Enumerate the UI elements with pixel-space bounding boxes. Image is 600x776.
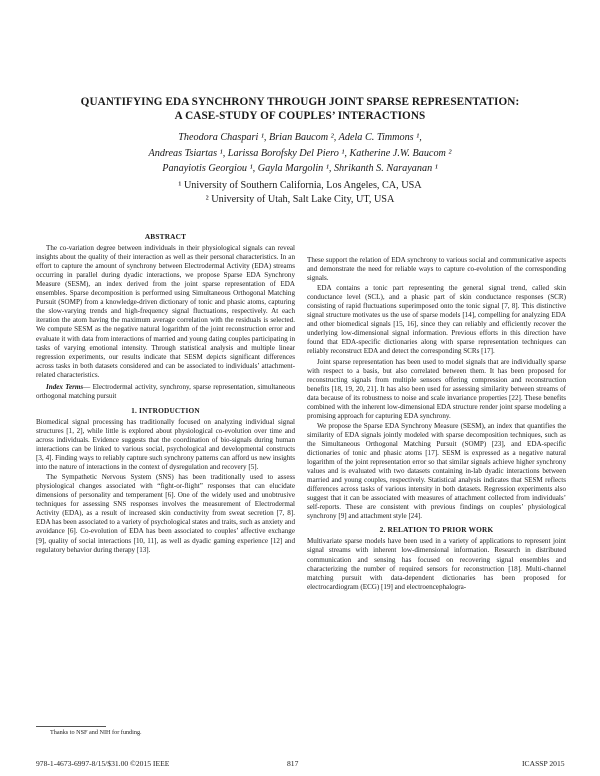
body-paragraph: These support the relation of EDA synchrony to various social and communicative aspects and demonstrate the need for reliable ways to capture co-evolution of the corresponding signals. <box>307 256 566 283</box>
author-line: Andreas Tsiartas ¹, Larissa Borofsky Del Piero ¹, Katherine J.W. Baucom ² <box>148 147 452 159</box>
affiliations <box>40 179 560 207</box>
intro-heading: 1. INTRODUCTION <box>131 405 200 415</box>
title-line: A CASE-STUDY OF COUPLES’ INTERACTIONS <box>174 110 426 122</box>
title-line: QUANTIFYING EDA SYNCHRONY THROUGH JOINT SPARSE REPRESENTATION: <box>80 96 520 108</box>
paper-title <box>40 95 560 123</box>
footnote-rule <box>36 726 106 727</box>
index-terms-text: Electrodermal activity, synchrony, sparse representation, simultaneous orthogonal matching pursuit <box>36 382 295 400</box>
index-terms-label: Index Terms <box>46 382 84 391</box>
index-terms-dash: — <box>83 382 93 391</box>
body-paragraph: Joint sparse representation has been used to model signals that are individually sparse with respect to a basis, but also correlated between them. It has been proposed for reconstructing signals from multiple sensors offering compression and reconstruction benefits [18, 19, 20, 21]. It has also been used for assessing similarity between streams of data because of its robustness to noise and scale invariance properties [22]. These benefits combined with the inherent low-dimensional EDA structure render joint sparse modeling a promising approach for capturing EDA synchrony. <box>307 357 566 420</box>
body-paragraph: We propose the Sparse EDA Synchrony Measure (SESM), an index that quantifies the similarity of EDA signals jointly modeled with sparse decomposition techniques, such as the Simultaneous Orthogonal Matching Pursuit (SOMP) [23], and EDA-specific dictionaries of tonic and phasic atoms [17]. SESM is expressed as a negative natural logarithm of the joint representation error so that similar signals achieve higher synchrony values and is evaluated with two datasets containing in-lab dyadic interactions between married and young couples, respectively. Statistical analysis indicates that SESM reflects differences across tasks of various intensity in both datasets. Regression experiments also suggest that it can be associated with measures of attachment collected from individuals’ self-reports. These are consistent with previous findings on couples’ physiological synchrony [9] and attachment style [24]. <box>307 421 566 521</box>
intro-paragraph: Biomedical signal processing has traditionally focused on analyzing individual signal structures [1, 2], while little is explored about physiological co-evolution over time and across individuals. Evidence suggests that the coordination of bio-signals during human interactions can be linked to various social, psychological and developmental constructs [3, 4]. Finding ways to reliably capture such synchrony patterns can afford us new insights into the nature of interactions in the context of dysregulation and recovery [5]. <box>36 417 295 472</box>
affiliation-line: ² University of Utah, Salt Lake City, UT, USA <box>205 194 395 205</box>
index-terms <box>36 383 295 401</box>
prior-work-paragraph: Multivariate sparse models have been used in a variety of applications to represent joint signal streams with inherent low-dimensional information. Research in distributed communication and sensing has focused on recovering signal ensembles and characterizing the number of required sensors for reconstruction [18]. Multi-channel matching pursuit with data-dependent dictionaries has been proposed for electrocardiogram (ECG) [19] and electroencephalogra- <box>307 537 566 591</box>
author-list <box>40 130 560 177</box>
left-column <box>36 230 295 556</box>
funding-footnote: Thanks to NSF and NIH for funding. <box>50 729 142 736</box>
abstract-text: The co-variation degree between individuals in their physiological signals can reveal insights about the quality of their interaction as well as their personal characteristics. In an effort to capture the amount of synchrony between Electrodermal Activity (EDA) streams occurring in parallel during dyadic interactions, we propose Sparse EDA Synchrony Measure (SESM), an index derived from the joint sparse representation of EDA ensembles. Sparse decomposition is performed using Simultaneous Orthogonal Matching Pursuit (SOMP) from a knowledge-driven dictionary of tonic and phasic atoms, capturing the slow-varying trends and high-frequency signal fluctuations, respectively. At each iteration the atom having the maximum average correlation with the residuals is selected. We compute SESM as the negative natural logarithm of the joint reconstruction error and evaluate it with data from interactions of married and young dating couples participating in tasks of varying emotional intensity. Through statistical analysis and multiple linear regression experiments, our results indicate that SESM depicts significant differences across tasks in both datasets considered and can be associated to individuals’ attachment-related characteristics. <box>36 244 295 379</box>
intro-paragraph: The Sympathetic Nervous System (SNS) has been traditionally used to assess physiological changes associated with “fight-or-flight” responses that can elucidate dimensions of personality and temperament [6]. One of the widely used and unobtrusive techniques for assessing SNS responses involves the measurement of Electrodermal Activity (EDA), as a result of increased skin conductivity from sweat secretion [7, 8]. EDA has been associated to a variety of psychological states and traits, such as anxiety and avoidance [6]. Co-evolution of EDA has been associated to couples’ affective exchange [9], quality of social interactions [10, 11], as well as dyadic gaming experience [12] and regulatory behavior during therapy [13]. <box>36 473 295 554</box>
body-paragraph: EDA contains a tonic part representing the general signal trend, called skin conductance level (SCL), and a phasic part of skin conductance responses (SCR) consisting of rapid fluctuations superimposed onto the tonic signal [7, 8]. This distinctive signal structure motivates us the use of sparse models [14], compelling for analyzing EDA and other biomedical signals [15, 16], since they can reliably and efficiently recover the underlying low-dimensional signal information. Previous efforts in this direction have found that EDA-specific dictionaries along with sparse representation techniques can reliably reconstruct EDA and detect the corresponding SCRs [17]. <box>307 284 566 356</box>
footer-page-number: 817 <box>287 759 299 768</box>
footer-isbn: 978-1-4673-6997-8/15/$31.00 ©2015 IEEE <box>36 759 170 768</box>
footer-conference: ICASSP 2015 <box>522 759 565 768</box>
abstract-heading: ABSTRACT <box>144 232 187 241</box>
author-line: Theodora Chaspari ¹, Brian Baucom ², Adela C. Timmons ¹, <box>178 132 422 143</box>
right-column <box>307 256 566 593</box>
author-line: Panayiotis Georgiou ¹, Gayla Margolin ¹, Shrikanth S. Narayanan ¹ <box>162 163 438 174</box>
affiliation-line: ¹ University of Southern California, Los Angeles, CA, USA <box>178 180 422 191</box>
prior-work-heading: 2. RELATION TO PRIOR WORK <box>379 525 494 535</box>
